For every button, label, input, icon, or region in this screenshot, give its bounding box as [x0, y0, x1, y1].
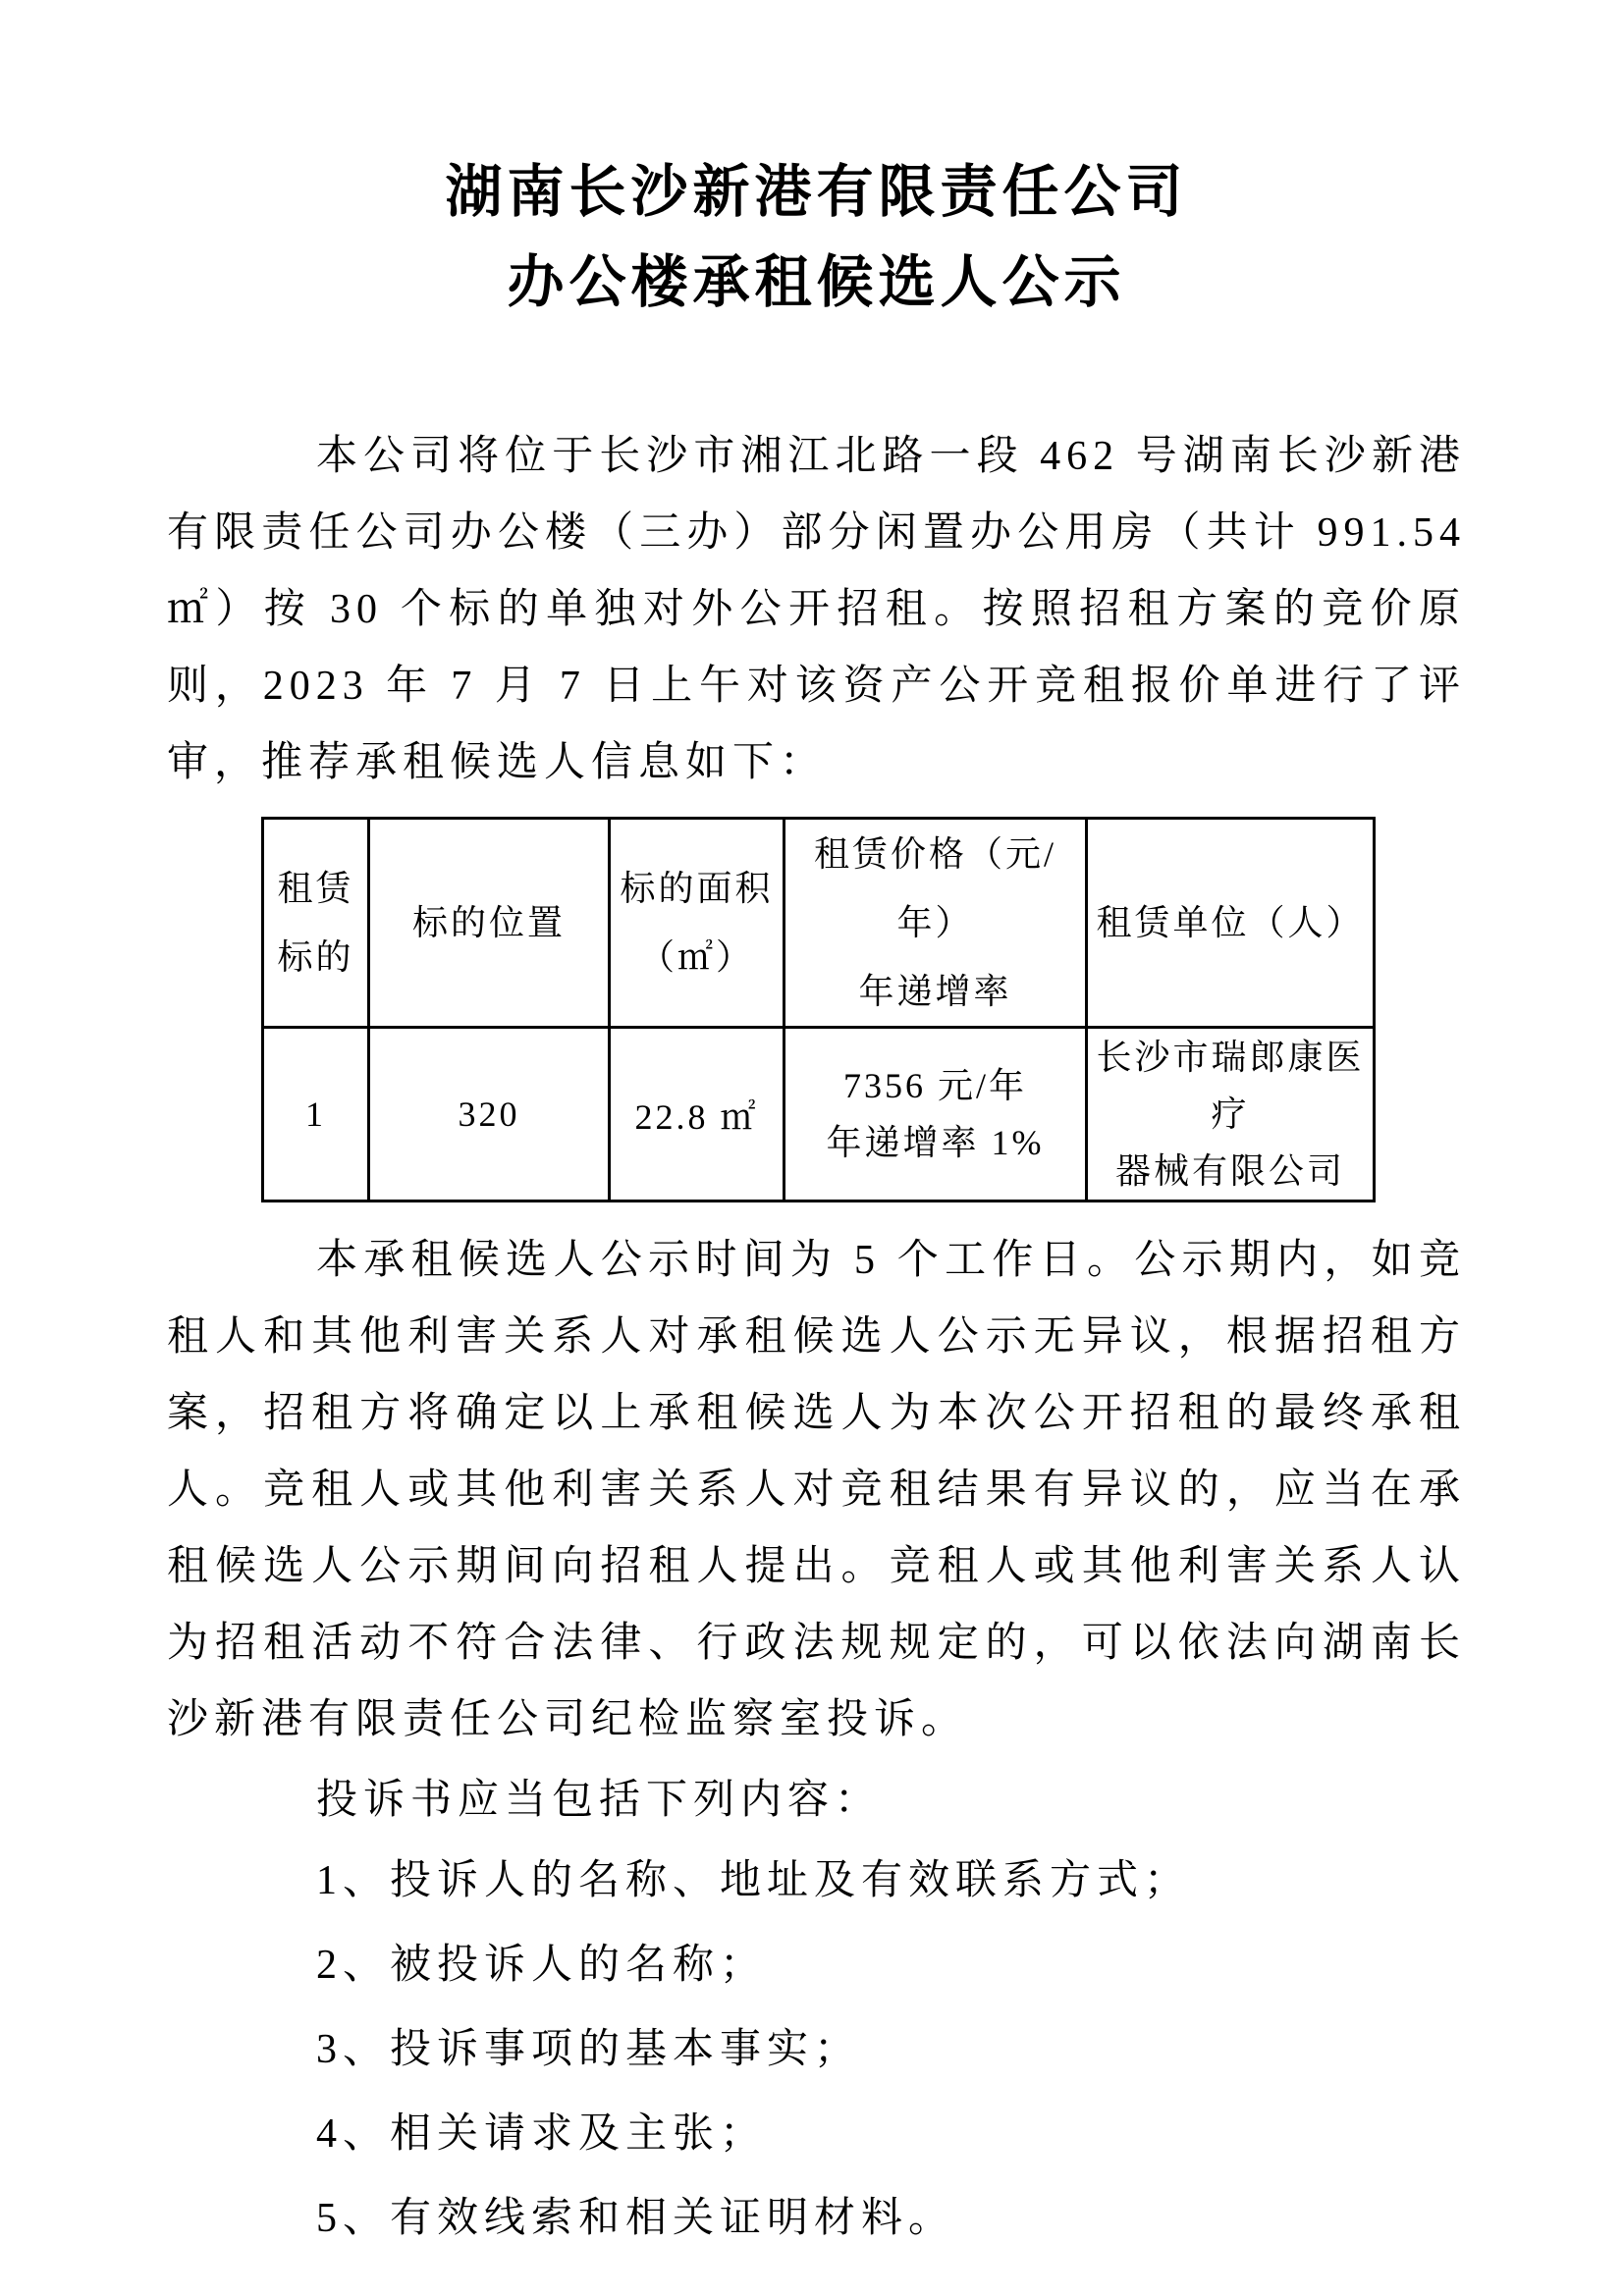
header-rental-price-line2: 年递增率 — [858, 972, 1012, 1011]
header-subject-area-line1: 标的面积 — [620, 869, 774, 908]
cell-price — [784, 1028, 1087, 1201]
complaint-list — [167, 1839, 1466, 2261]
cell-tenant-line1: 长沙市瑞郎康医疗 — [1096, 1038, 1365, 1134]
header-rental-price-line1: 租赁价格（元/年） — [813, 834, 1056, 942]
cell-subject-no: 1 — [263, 1028, 369, 1201]
cell-tenant — [1087, 1028, 1375, 1201]
cell-tenant-line2: 器械有限公司 — [1114, 1151, 1345, 1191]
paragraph-publicity: 本承租候选人公示时间为 5 个工作日。公示期内，如竞租人和其他利害关系人对承租候选人公示无异议，根据招租方案，招租方将确定以上承租候选人为本次公开招租的最终承租人。竞租人或其他利害关系人对竞租结果有异议的，应当在承租候选人公示期间向招租人提出。竞租人或其他利害关系人认为招租活动不符合法律、行政法规规定的，可以依法向湖南长沙新港有限责任公司纪检监察室投诉。 — [167, 1238, 1466, 1742]
table-row — [263, 1028, 1375, 1201]
list-item-1: 1、投诉人的名称、地址及有效联系方式； — [316, 1858, 1192, 1903]
header-subject-location-line1: 标的位置 — [411, 903, 566, 942]
paragraph-intro: 本公司将位于长沙市湘江北路一段 462 号湖南长沙新港有限责任公司办公楼（三办）部分闲置办公用房（共计 991.54㎡）按 30 个标的单独对外公开招租。按照招租方案的竞价原则，2023 年 7 月 7 日上午对该资产公开竞租报价单进行了评审，推荐承租候选人信息如下： — [167, 434, 1466, 785]
paragraph-complaint-intro: 投诉书应当包括下列内容： — [316, 1778, 883, 1823]
cell-price-line2: 年递增率 1% — [826, 1123, 1045, 1162]
header-tenant-unit-line1: 租赁单位（人） — [1096, 903, 1365, 942]
cell-price-line1: 7356 元/年 — [842, 1066, 1027, 1105]
rent-candidate-table — [261, 817, 1376, 1202]
header-rental-subject-line1: 租赁 — [277, 869, 354, 908]
document-title-line1: 湖南长沙新港有限责任公司 — [445, 160, 1188, 224]
table-header-row — [263, 819, 1375, 1028]
document-title-line2: 办公楼承租候选人公示 — [507, 250, 1126, 314]
list-item-5: 5、有效线索和相关证明材料。 — [316, 2196, 956, 2241]
list-item-4: 4、相关请求及主张； — [316, 2111, 768, 2157]
header-rental-subject — [263, 819, 369, 1028]
cell-area: 22.8 ㎡ — [610, 1028, 784, 1201]
header-rental-price — [784, 819, 1087, 1028]
header-subject-location — [369, 819, 610, 1028]
header-rental-subject-line2: 标的 — [277, 937, 354, 977]
header-subject-area-line2: （㎡） — [638, 937, 754, 977]
list-item-3: 3、投诉事项的基本事实； — [316, 2027, 862, 2072]
header-tenant-unit — [1087, 819, 1375, 1028]
header-subject-area — [610, 819, 784, 1028]
cell-location: 320 — [369, 1028, 610, 1201]
list-item-2: 2、被投诉人的名称； — [316, 1943, 768, 1988]
